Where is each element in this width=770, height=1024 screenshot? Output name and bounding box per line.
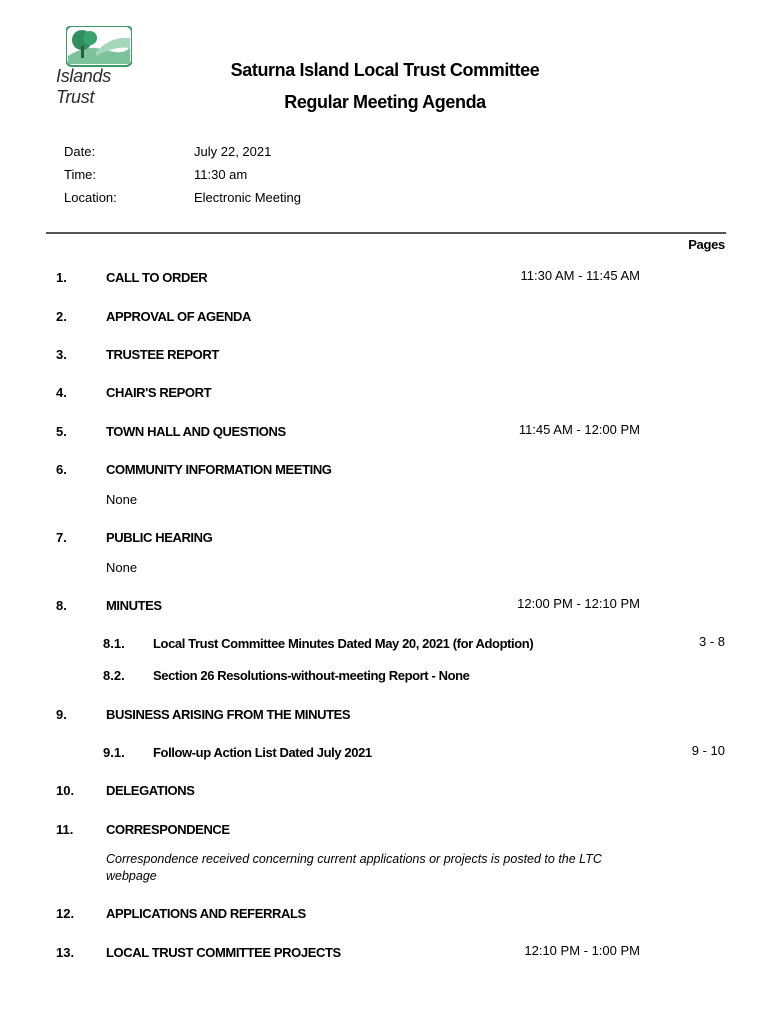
item-number: 10. <box>56 783 75 798</box>
item-number: 5. <box>56 424 67 439</box>
agenda-subitem-title: Follow-up Action List Dated July 2021 <box>153 745 372 760</box>
subitem-number: 9.1. <box>103 745 125 760</box>
agenda-item-title: LOCAL TRUST COMMITTEE PROJECTS <box>106 945 341 960</box>
item-number: 12. <box>56 906 75 921</box>
item-number: 1. <box>56 270 67 285</box>
agenda-item-title: CALL TO ORDER <box>106 270 208 285</box>
item-time: 12:10 PM - 1:00 PM <box>524 943 640 958</box>
date-value: July 22, 2021 <box>194 144 272 159</box>
item-number: 4. <box>56 385 67 400</box>
agenda-title: Regular Meeting Agenda <box>284 92 486 112</box>
item-number: 13. <box>56 945 75 960</box>
page-range: 3 - 8 <box>698 634 725 649</box>
agenda-item-title: PUBLIC HEARING <box>106 530 213 545</box>
agenda-subitem-title: Section 26 Resolutions-without-meeting Report - None <box>153 668 470 683</box>
item-number: 7. <box>56 530 67 545</box>
item-number: 9. <box>56 707 67 722</box>
item-number: 8. <box>56 598 67 613</box>
agenda-item-title: TOWN HALL AND QUESTIONS <box>106 424 286 439</box>
item-note: None <box>106 492 138 507</box>
item-time: 12:00 PM - 12:10 PM <box>517 596 640 611</box>
item-time: 11:45 AM - 12:00 PM <box>518 422 640 437</box>
agenda-item-title: CORRESPONDENCE <box>106 822 230 837</box>
agenda-item-title: APPLICATIONS AND REFERRALS <box>106 906 306 921</box>
agenda-item-title: APPROVAL OF AGENDA <box>106 309 251 324</box>
item-number: 11. <box>56 822 74 837</box>
item-number: 3. <box>56 347 67 362</box>
date-label: Date: <box>64 144 96 159</box>
location-value: Electronic Meeting <box>194 190 301 205</box>
agenda-item-title: COMMUNITY INFORMATION MEETING <box>106 462 332 477</box>
agenda-subitem-title: Local Trust Committee Minutes Dated May 20, 2021 (for Adoption) <box>153 636 534 651</box>
agenda-item-title: BUSINESS ARISING FROM THE MINUTES <box>106 707 351 722</box>
agenda-item-title: TRUSTEE REPORT <box>106 347 219 362</box>
correspondence-note-line2: webpage <box>106 869 157 883</box>
agenda-item-title: DELEGATIONS <box>106 783 195 798</box>
logo-text: Islands Trust <box>56 66 111 107</box>
item-note: None <box>106 560 138 575</box>
item-number: 2. <box>56 309 67 324</box>
divider <box>46 232 726 234</box>
item-time: 11:30 AM - 11:45 AM <box>520 268 640 283</box>
page-range: 9 - 10 <box>691 743 725 758</box>
committee-title: Saturna Island Local Trust Committee <box>230 60 540 80</box>
subitem-number: 8.1. <box>103 636 125 651</box>
agenda-item-title: MINUTES <box>106 598 162 613</box>
subitem-number: 8.2. <box>103 668 125 683</box>
item-number: 6. <box>56 462 67 477</box>
time-label: Time: <box>64 167 97 182</box>
time-value: 11:30 am <box>194 167 248 182</box>
agenda-item-title: CHAIR'S REPORT <box>106 385 212 400</box>
location-label: Location: <box>64 190 117 205</box>
correspondence-note-line1: Correspondence received concerning current applications or projects is posted to the LTC <box>106 852 602 866</box>
pages-heading: Pages <box>688 237 725 252</box>
